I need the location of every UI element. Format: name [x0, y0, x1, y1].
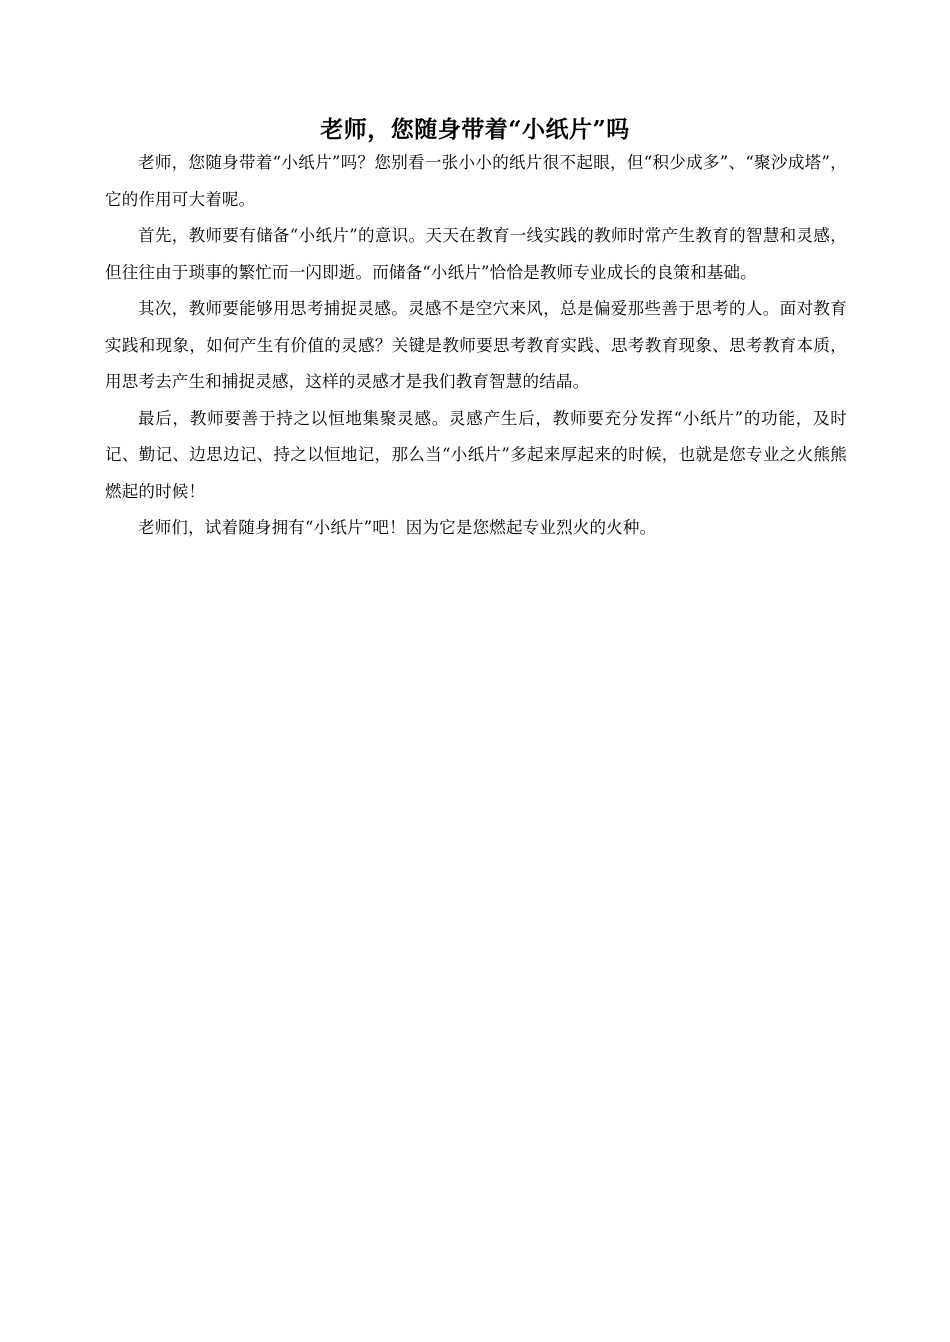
paragraph-last: 最后，教师要善于持之以恒地集聚灵感。灵感产生后，教师要充分发挥“小纸片”的功能，及时记、勤记、边思边记、持之以恒地记，那么当“小纸片”多起来厚起来的时候，也就是您专业之火熊熊燃起的时候！	[105, 408, 847, 501]
document-body	[105, 145, 847, 547]
paragraph-intro: 老师，您随身带着“小纸片”吗？您别看一张小小的纸片很不起眼，但“积少成多”、“聚沙成塔”，它的作用可大着呢。	[105, 153, 847, 209]
paragraph-first: 首先，教师要有储备“小纸片”的意识。天天在教育一线实践的教师时常产生教育的智慧和灵感，但往往由于琐事的繁忙而一闪即逝。而储备“小纸片”恰恰是教师专业成长的良策和基础。	[105, 226, 847, 282]
document-title: 老师，您随身带着“小纸片”吗	[320, 116, 630, 143]
paragraph-closing: 老师们，试着随身拥有“小纸片”吧！因为它是您燃起专业烈火的火种。	[138, 518, 657, 537]
paragraph-second: 其次，教师要能够用思考捕捉灵感。灵感不是空穴来风，总是偏爱那些善于思考的人。面对教育实践和现象，如何产生有价值的灵感？关键是教师要思考教育实践、思考教育现象、思考教育本质，用思考去产生和捕捉灵感，这样的灵感才是我们教育智慧的结晶。	[105, 299, 847, 391]
